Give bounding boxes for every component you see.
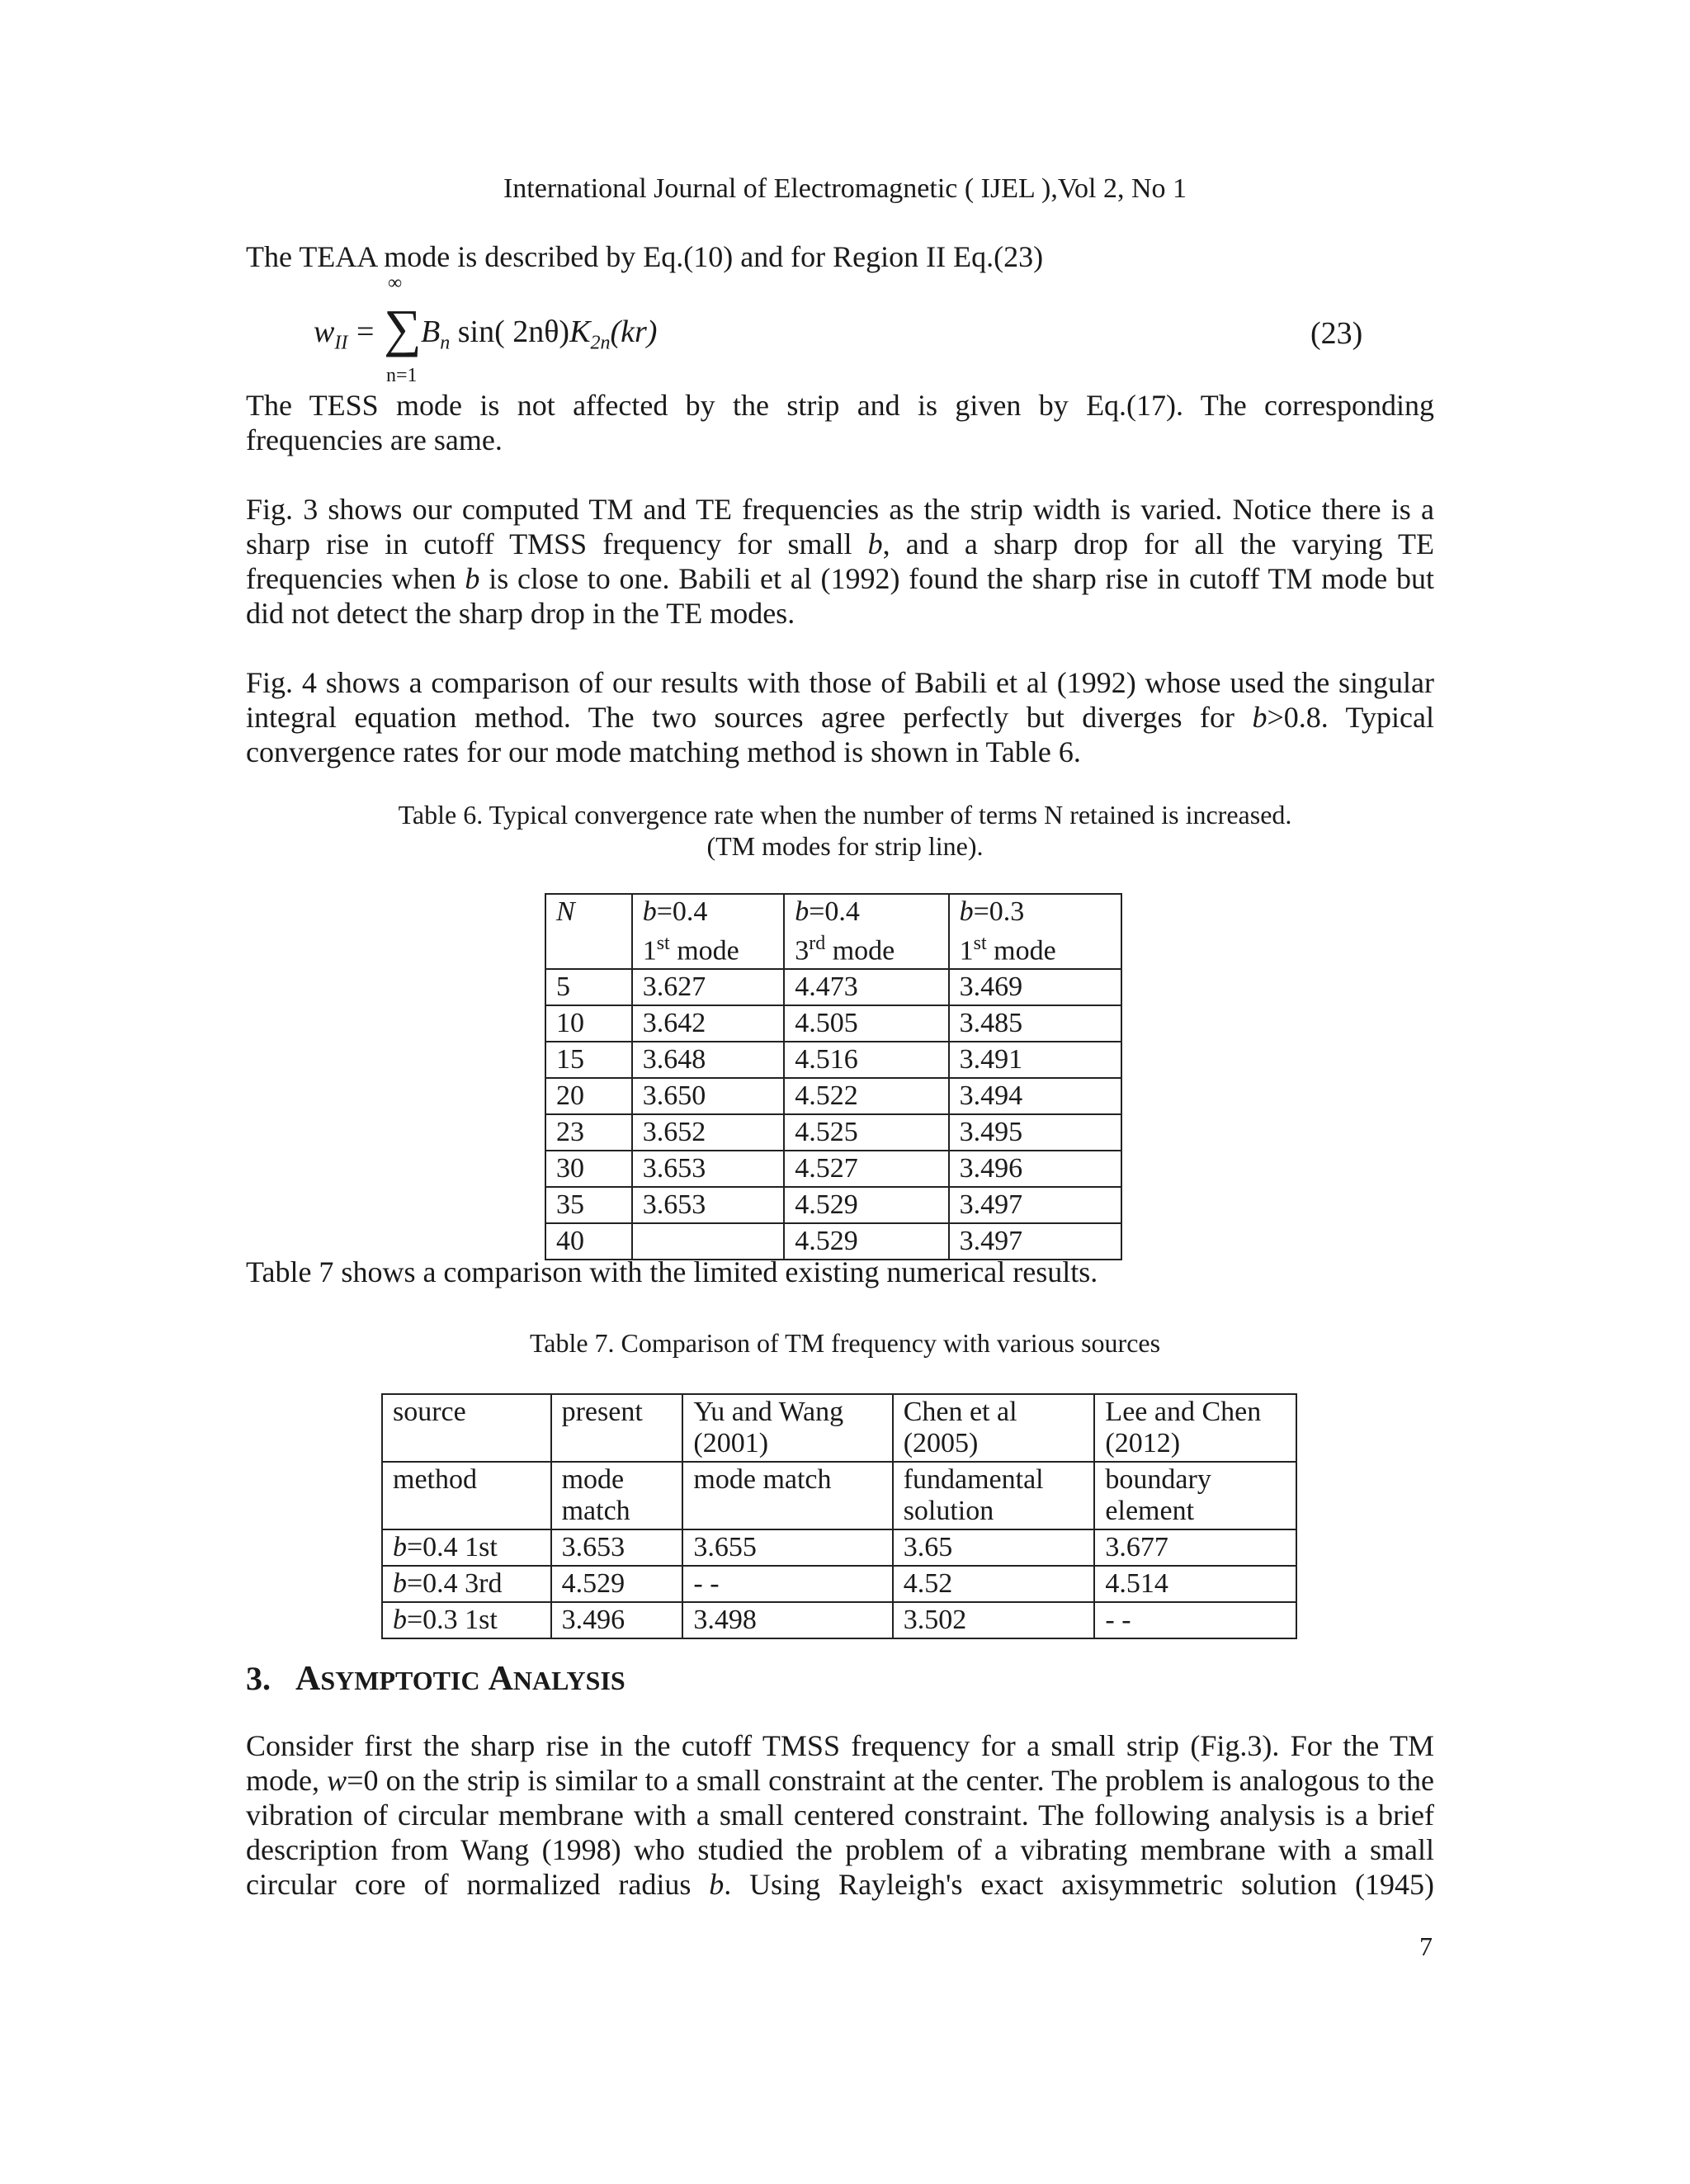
eq-equals: = [356, 314, 375, 349]
table-cell: Chen et al (2005) [893, 1394, 1095, 1462]
table-cell: - - [682, 1566, 892, 1602]
table-cell: 3.498 [682, 1602, 892, 1638]
table-cell: 3.642 [632, 1005, 785, 1042]
table-cell: 3.648 [632, 1042, 785, 1078]
table-cell: 3.65 [893, 1529, 1095, 1566]
table6-header-cell: b=0.3 1st mode [949, 894, 1121, 969]
table7-method-row [382, 1462, 1296, 1529]
table6-header-row [545, 894, 1121, 969]
table-row [382, 1529, 1296, 1566]
table-cell: 3.491 [949, 1042, 1121, 1078]
table-row [545, 1042, 1121, 1078]
table-cell: 3.653 [632, 1151, 785, 1187]
table-cell: 3.496 [949, 1151, 1121, 1187]
table-cell: 3.497 [949, 1223, 1121, 1260]
table-cell: Lee and Chen (2012) [1094, 1394, 1296, 1462]
sum-symbol: ∑ [384, 299, 422, 357]
equation-23 [248, 272, 1403, 396]
table-cell: Yu and Wang (2001) [682, 1394, 892, 1462]
table-cell: 3.655 [682, 1529, 892, 1566]
table-cell: 3.677 [1094, 1529, 1296, 1566]
table-cell: 4.516 [784, 1042, 948, 1078]
eq-rhs: $B_n$ sin( $2n\theta)K_{2n}(kr)$ [421, 314, 658, 354]
table7-caption: Table 7. Comparison of TM frequency with various sources [529, 1328, 1161, 1358]
table-cell: 20 [545, 1078, 632, 1114]
table-cell: 3.652 [632, 1114, 785, 1151]
table-cell: - - [1094, 1602, 1296, 1638]
table-cell: 3.650 [632, 1078, 785, 1114]
table-cell: mode match [682, 1462, 892, 1529]
eq-lhs: $w_{II}$ [314, 314, 348, 354]
table-cell: fundamental solution [893, 1462, 1095, 1529]
section-heading: 3. ASYMPTOTIC ANALYSIS [246, 1660, 625, 1698]
table-row [545, 1151, 1121, 1187]
table6-header-cell: b=0.4 3rd mode [784, 894, 948, 969]
table-row [545, 1114, 1121, 1151]
sum-lower-limit: n=1 [386, 365, 418, 386]
equation-number: (23) [1310, 316, 1363, 351]
table-row [545, 1005, 1121, 1042]
table7-source-row [382, 1394, 1296, 1462]
table-cell: 3.627 [632, 969, 785, 1005]
table-cell: 3.502 [893, 1602, 1095, 1638]
table-row [382, 1602, 1296, 1638]
table-cell: 23 [545, 1114, 632, 1151]
table-cell: 3.494 [949, 1078, 1121, 1114]
table6-header-cell: b=0.4 1st mode [632, 894, 785, 969]
table-cell: b=0.4 3rd [382, 1566, 551, 1602]
table-cell: 4.52 [893, 1566, 1095, 1602]
table-cell: 4.529 [784, 1223, 948, 1260]
table-cell: 4.529 [551, 1566, 683, 1602]
table-row [545, 1078, 1121, 1114]
table-cell: 30 [545, 1151, 632, 1187]
table-row [382, 1566, 1296, 1602]
table-cell: 4.522 [784, 1078, 948, 1114]
paragraph-table7-intro: Table 7 shows a comparison with the limited existing numerical results. [246, 1255, 1098, 1288]
table-cell: 40 [545, 1223, 632, 1260]
paragraph-tess: The TESS mode is not affected by the strip and is given by Eq.(17). The corresponding frequencies are same. [246, 389, 1434, 456]
table-cell: 3.497 [949, 1187, 1121, 1223]
paragraph-fig3: Fig. 3 shows our computed TM and TE frequencies as the strip width is varied. Notice there is a sharp rise in cutoff TMSS frequency for small b, and a sharp drop for all the varying TE frequencies when b is close to one. Babili et al (1992) found the sharp rise in cutoff TM mode but did not detect the sharp drop in the TE modes. [246, 493, 1434, 630]
table-row [545, 969, 1121, 1005]
table6-caption: Table 6. Typical convergence rate when the number of terms N retained is increased. (TM modes for strip line). [398, 800, 1292, 861]
table-cell: 4.527 [784, 1151, 948, 1187]
table-6 [545, 893, 1122, 1260]
sum-upper-limit: ∞ [388, 272, 403, 294]
table-cell: 3.495 [949, 1114, 1121, 1151]
table-cell: boundary element [1094, 1462, 1296, 1529]
table-cell: 3.653 [632, 1187, 785, 1223]
table-cell: 3.485 [949, 1005, 1121, 1042]
paragraph-fig4: Fig. 4 shows a comparison of our results with those of Babili et al (1992) whose used the singular integral equation method. The two sources agree perfectly but diverges for b>0.8. Typical convergence rates for our mode matching method is shown in Table 6. [246, 666, 1434, 768]
journal-header: International Journal of Electromagnetic ( IJEL ),Vol 2, No 1 [503, 173, 1187, 204]
paragraph-asymptotic: Consider first the sharp rise in the cutoff TMSS frequency for a small strip (Fig.3). For the TM mode, w=0 on the strip is similar to a small constraint at the center. The problem is analogous to the vibration of circular membrane with a small centered constraint. The following analysis is a brief description from Wang (1998) who studied the problem of a vibrating membrane with a small circular core of normalized radius b. Using Rayleigh's exact axisymmetric solution (1945) [246, 1729, 1434, 1901]
table-cell: mode match [551, 1462, 683, 1529]
table-cell: 4.505 [784, 1005, 948, 1042]
table-cell: 10 [545, 1005, 632, 1042]
table6-header-cell: N [545, 894, 632, 969]
table-cell: 4.473 [784, 969, 948, 1005]
table-cell: 3.653 [551, 1529, 683, 1566]
table-7 [381, 1393, 1297, 1639]
table-cell: 3.469 [949, 969, 1121, 1005]
table-cell: b=0.4 1st [382, 1529, 551, 1566]
table-cell: 3.496 [551, 1602, 683, 1638]
table-cell: 4.529 [784, 1187, 948, 1223]
table-cell: 35 [545, 1187, 632, 1223]
table-cell: source [382, 1394, 551, 1462]
table-cell: 5 [545, 969, 632, 1005]
intro-line: The TEAA mode is described by Eq.(10) and for Region II Eq.(23) [246, 240, 1044, 273]
table-cell: 4.525 [784, 1114, 948, 1151]
table-cell: 4.514 [1094, 1566, 1296, 1602]
table-row [545, 1187, 1121, 1223]
page-number: 7 [1419, 1931, 1433, 1961]
table-cell: present [551, 1394, 683, 1462]
table-cell: b=0.3 1st [382, 1602, 551, 1638]
table-cell: 15 [545, 1042, 632, 1078]
table-cell: method [382, 1462, 551, 1529]
